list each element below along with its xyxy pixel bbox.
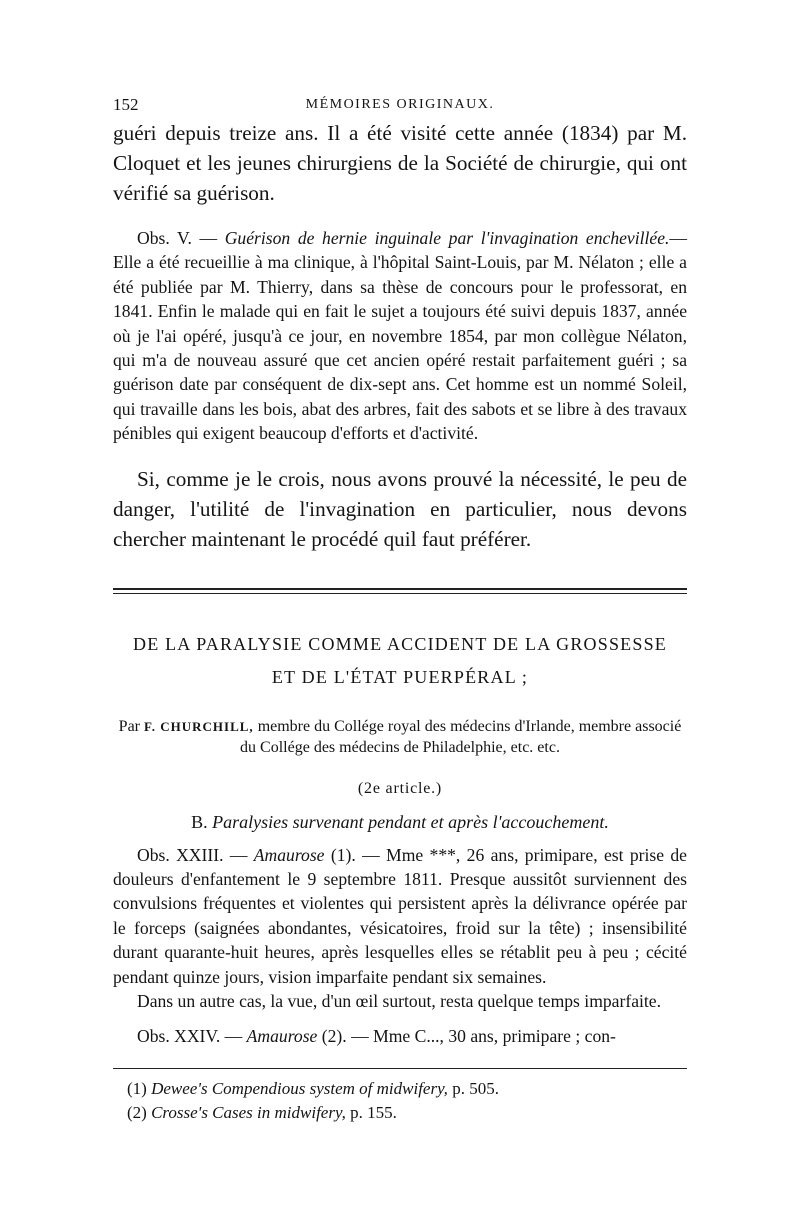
section-label: B. (191, 811, 213, 832)
page-number: 152 (113, 95, 139, 114)
article-title (113, 628, 687, 694)
article-title-line1: DE LA PARALYSIE COMME ACCIDENT DE LA GROSSESSE (133, 633, 667, 654)
obs-v-title: Guérison de hernie inguinale par l'invagination enchevillée. (224, 228, 670, 248)
obs-xxiv-title: Amaurose (246, 1025, 318, 1046)
running-title: MÉMOIRES ORIGINAUX. (305, 97, 495, 112)
byline (113, 716, 687, 758)
obs-v-dash: — (191, 228, 225, 248)
author-affiliation: membre du Collége royal des médecins d'Irlande, membre associé du Collége des médecins de Philadelphie, etc. etc. (240, 717, 682, 756)
article-title-line2: ET DE L'ÉTAT PUERPÉRAL ; (271, 666, 529, 687)
section-divider (113, 588, 687, 594)
obs-xxiii-ref: (1). — (324, 844, 387, 865)
obs-xxiv-label: Obs. XXIV. (137, 1025, 221, 1046)
footnote-2 (113, 1101, 687, 1125)
footnote-1 (113, 1077, 687, 1101)
obs-xxiv-ref: (2). — (317, 1025, 374, 1046)
obs-v-text: Elle a été recueillie à ma clinique, à l'hôpital Saint-Louis, par M. Nélaton ; elle a été publiée par M. Thierry, dans sa thèse de concours pour le professorat, en 1841. Enfin le malade qui en fait le sujet a toujours été suivi depuis 1837, année où je l'ai opéré, jusqu'à ce jour, en novembre 1854, par mon collègue Nélaton, qui m'a de nouveau assuré que cet ancien opéré restait parfaitement guéri ; sa guérison date par conséquent de dix-sept ans. Cet homme est un nommé Soleil, qui travaille dans les bois, abat des arbres, fait des sabots et se libre à des travaux pénibles qui exigent beaucoup d'efforts et d'activité. (113, 252, 687, 444)
observation-xxiv (113, 1024, 687, 1048)
page-header (113, 92, 687, 118)
obs-v-dash2: — (669, 228, 688, 248)
article-number: (2e article.) (357, 779, 443, 797)
footnote-1-ref: p. 505. (447, 1078, 499, 1098)
author-name: F. CHURCHILL, (144, 718, 254, 734)
obs-xxiii-label: Obs. XXIII. (137, 844, 224, 865)
section-title: Paralysies survenant pendant et après l'accouchement. (212, 811, 609, 832)
footnote-2-text: Crosse's Cases in midwifery, (151, 1102, 346, 1122)
page (113, 92, 687, 1125)
other-case-paragraph: Dans un autre cas, la vue, d'un œil surtout, resta quelque temps imparfaite. (137, 991, 661, 1012)
footnote-2-ref: p. 155. (345, 1102, 397, 1122)
obs-xxiii-title: Amaurose (253, 844, 325, 865)
observation-xxiii (113, 843, 687, 989)
observation-v (113, 226, 687, 446)
section-heading (113, 812, 687, 833)
obs-xxiii-text: Mme ***, 26 ans, primipare, est prise de douleurs d'enfantement le 9 septembre 1811. Presque aussitôt surviennent des convulsions fréquentes et violentes qui persistent après la délivrance opérée par le forceps (saignées abondantes, vésicatoires, froid sur la tête) ; insensibilité durant quarante-huit heures, après lesquelles elles se rétablit peu à peu ; cécité pendant quinze jours, vision imparfaite pendant six semaines. (113, 844, 687, 987)
obs-xxiv-dash: — (220, 1025, 247, 1046)
continuation-paragraph: guéri depuis treize ans. Il a été visité cette année (1834) par M. Cloquet et les jeunes chirurgiens de la Société de chirurgie, qui ont vérifié sa guérison. (113, 121, 687, 205)
obs-xxiii-dash: — (223, 844, 254, 865)
footnote-1-number: (1) (127, 1078, 152, 1098)
obs-xxiv-text: Mme C..., 30 ans, primipare ; con- (373, 1025, 616, 1046)
byline-prefix: Par (118, 717, 144, 735)
conclusion-paragraph: Si, comme je le crois, nous avons prouvé la nécessité, le peu de danger, l'utilité de l'invagination en particulier, nous devons chercher maintenant le procédé quil faut préférer. (113, 466, 687, 551)
footnote-divider (113, 1068, 687, 1069)
footnote-1-text: Dewee's Compendious system of midwifery, (151, 1078, 448, 1098)
obs-v-label: Obs. V. (137, 228, 192, 248)
footnote-2-number: (2) (127, 1102, 152, 1122)
